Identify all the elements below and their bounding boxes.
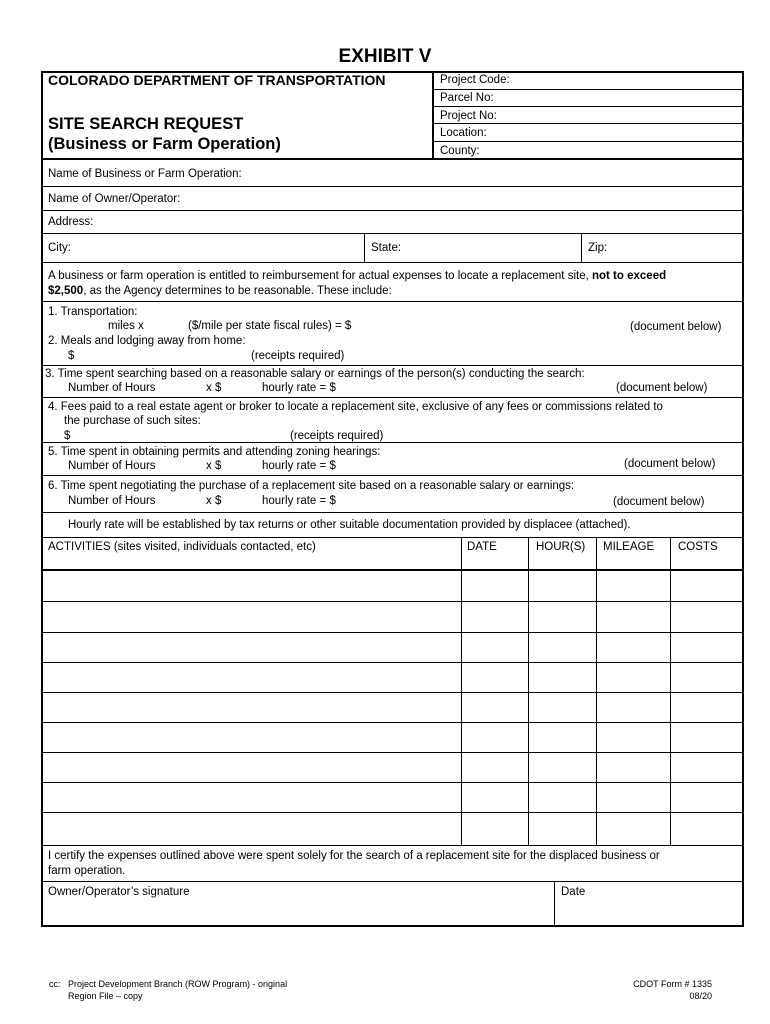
hourly-rate-note: Hourly rate will be established by tax returns or other suitable documentation provided by displacee (attached). xyxy=(68,519,631,531)
signature-field[interactable]: Owner/Operator’s signature xyxy=(48,886,190,898)
table-row[interactable] xyxy=(41,752,744,753)
table-row[interactable] xyxy=(41,632,744,633)
item-5-rate[interactable]: hourly rate = $ xyxy=(262,460,336,472)
item-1-rate[interactable]: ($/mile per state fiscal rules) = $ xyxy=(188,320,352,332)
project-no-field[interactable]: Project No: xyxy=(440,110,497,122)
state-field[interactable]: State: xyxy=(371,242,402,254)
project-code-field[interactable]: Project Code: xyxy=(440,74,510,86)
table-row[interactable] xyxy=(41,692,744,693)
divider xyxy=(41,475,744,476)
divider xyxy=(433,141,744,142)
divider xyxy=(41,210,744,211)
divider xyxy=(41,569,744,571)
certify-text-cont: farm operation. xyxy=(48,865,126,877)
zip-field[interactable]: Zip: xyxy=(588,242,608,254)
date-header: DATE xyxy=(467,541,497,553)
divider xyxy=(41,881,744,882)
parcel-no-field[interactable]: Parcel No: xyxy=(440,92,494,104)
item-5-doc: (document below) xyxy=(624,458,716,470)
divider xyxy=(41,537,744,538)
item-1-doc: (document below) xyxy=(630,321,722,333)
form-title: SITE SEARCH REQUEST xyxy=(48,115,244,133)
table-row[interactable] xyxy=(41,782,744,783)
item-3-hours[interactable]: Number of Hours xyxy=(68,382,156,394)
divider xyxy=(41,365,744,366)
divider xyxy=(364,233,365,262)
item-6-x[interactable]: x $ xyxy=(206,495,222,507)
form-subtitle: (Business or Farm Operation) xyxy=(48,135,281,153)
table-row[interactable] xyxy=(41,722,744,723)
item-4-title: 4. Fees paid to a real estate agent or broker to locate a replacement site, exclusive of any fees or commissions related to xyxy=(48,401,663,413)
address-field[interactable]: Address: xyxy=(48,216,94,228)
item-6-title: 6. Time spent negotiating the purchase of a replacement site based on a reasonable salary or earnings: xyxy=(48,480,575,492)
intro-line2 xyxy=(48,285,392,298)
item-5-hours[interactable]: Number of Hours xyxy=(68,460,156,472)
item-3-rate[interactable]: hourly rate = $ xyxy=(262,382,336,394)
table-row[interactable] xyxy=(41,812,744,813)
county-field[interactable]: County: xyxy=(440,145,480,157)
department-name: COLORADO DEPARTMENT OF TRANSPORTATION xyxy=(48,72,386,88)
item-1-title: 1. Transportation: xyxy=(48,306,138,318)
cc-label: cc: xyxy=(49,979,61,989)
exhibit-title: EXHIBIT V xyxy=(338,46,432,67)
item-5-x[interactable]: x $ xyxy=(206,460,222,472)
hours-header: HOUR(S) xyxy=(536,541,586,553)
item-1-miles[interactable]: miles x xyxy=(108,320,144,332)
cc-line-2: Region File – copy xyxy=(68,991,143,1001)
divider xyxy=(433,106,744,107)
mileage-header: MILEAGE xyxy=(603,541,655,553)
item-3-x[interactable]: x $ xyxy=(206,382,222,394)
item-5-title: 5. Time spent in obtaining permits and attending zoning hearings: xyxy=(48,446,381,458)
header-divider xyxy=(432,71,434,159)
divider xyxy=(41,186,744,187)
form-number: CDOT Form # 1335 xyxy=(633,979,712,989)
divider xyxy=(670,537,671,845)
divider xyxy=(41,158,744,160)
divider xyxy=(596,537,597,845)
intro-amount: $2,500 xyxy=(48,285,84,297)
costs-header: COSTS xyxy=(678,541,718,553)
date-field[interactable]: Date xyxy=(561,886,586,898)
intro-limit: not to exceed xyxy=(591,270,667,282)
item-6-hours[interactable]: Number of Hours xyxy=(68,495,156,507)
intro-text: A business or farm operation is entitled to reimbursement for actual expenses to locate a replacement site, xyxy=(48,270,592,282)
item-4-receipts: (receipts required) xyxy=(290,430,384,442)
divider xyxy=(433,89,744,90)
divider xyxy=(554,881,555,926)
divider xyxy=(41,301,744,302)
divider xyxy=(41,397,744,398)
divider xyxy=(41,845,744,846)
item-4-amount[interactable]: $ xyxy=(64,430,71,442)
activities-header: ACTIVITIES (sites visited, individuals contacted, etc) xyxy=(48,541,316,553)
divider xyxy=(41,512,744,513)
divider xyxy=(433,123,744,124)
owner-name-field[interactable]: Name of Owner/Operator: xyxy=(48,193,181,205)
item-4-title-cont: the purchase of such sites: xyxy=(64,415,201,427)
item-2-title: 2. Meals and lodging away from home: xyxy=(48,335,246,347)
city-field[interactable]: City: xyxy=(48,242,71,254)
divider xyxy=(461,537,462,845)
certify-text: I certify the expenses outlined above were spent solely for the search of a replacement site for the displaced business or xyxy=(48,850,660,862)
divider xyxy=(581,233,582,262)
location-field[interactable]: Location: xyxy=(440,127,487,139)
table-row[interactable] xyxy=(41,601,744,602)
item-2-amount[interactable]: $ xyxy=(68,350,75,362)
intro-line1 xyxy=(48,270,666,283)
form-date: 08/20 xyxy=(689,991,712,1001)
cc-line-1: Project Development Branch (ROW Program) - original xyxy=(68,979,288,989)
business-name-field[interactable]: Name of Business or Farm Operation: xyxy=(48,168,242,180)
item-6-rate[interactable]: hourly rate = $ xyxy=(262,495,336,507)
item-2-receipts: (receipts required) xyxy=(251,350,345,362)
table-row[interactable] xyxy=(41,662,744,663)
item-3-title: 3. Time spent searching based on a reasonable salary or earnings of the person(s) conducting the search: xyxy=(45,368,585,380)
intro-text-end: , as the Agency determines to be reasonable. These include: xyxy=(83,285,392,297)
divider xyxy=(41,442,744,443)
divider xyxy=(41,262,744,263)
divider xyxy=(41,233,744,234)
item-6-doc: (document below) xyxy=(613,496,705,508)
divider xyxy=(528,537,529,845)
item-3-doc: (document below) xyxy=(616,382,708,394)
